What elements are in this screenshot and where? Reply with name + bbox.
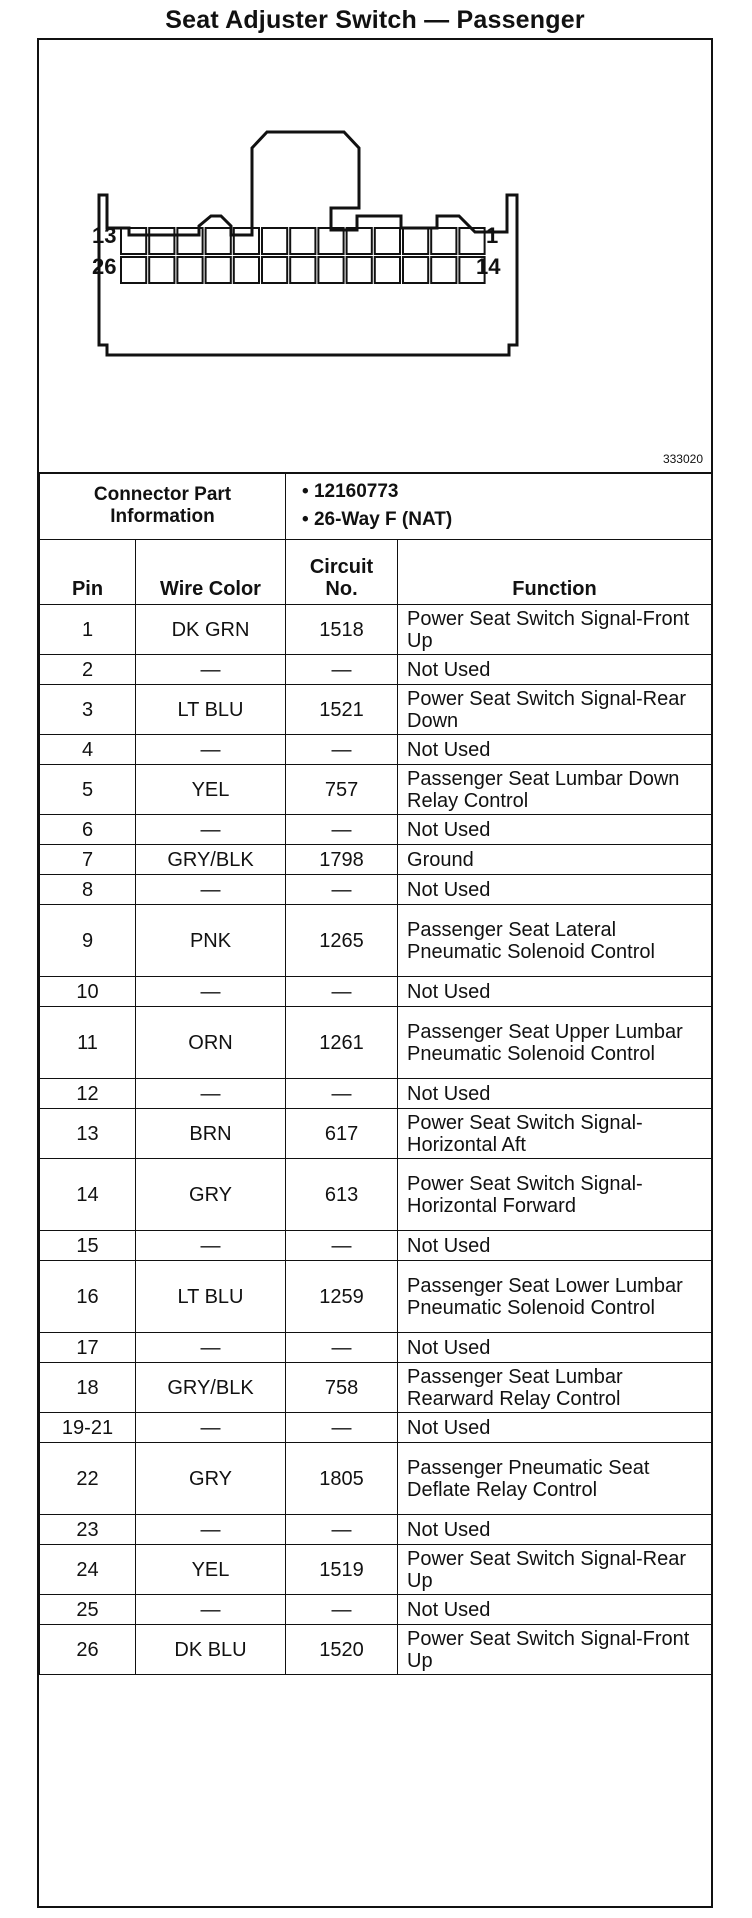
pin-cell: 16 <box>40 1261 136 1333</box>
circuit-number-cell: 613 <box>286 1159 398 1231</box>
wire-color-cell: — <box>136 1333 286 1363</box>
wire-color-cell: PNK <box>136 905 286 977</box>
table-row <box>40 655 712 685</box>
pin-cavity <box>431 257 456 283</box>
table-row <box>40 1625 712 1675</box>
function-cell: Ground <box>398 845 712 875</box>
wire-color-cell: DK GRN <box>136 605 286 655</box>
wire-color-cell: — <box>136 875 286 905</box>
table-row <box>40 875 712 905</box>
pin-label-26: 26 <box>92 254 117 279</box>
circuit-number-cell: — <box>286 1413 398 1443</box>
circuit-number-cell: — <box>286 655 398 685</box>
function-cell: Passenger Seat Upper Lumbar Pneumatic Solenoid Control <box>398 1007 712 1079</box>
pin-label-1: 1 <box>486 223 499 248</box>
function-cell: Passenger Pneumatic Seat Deflate Relay Control <box>398 1443 712 1515</box>
pin-cavity <box>121 257 146 283</box>
table-row <box>40 1231 712 1261</box>
circuit-number-cell: — <box>286 735 398 765</box>
table-row <box>40 845 712 875</box>
table-row <box>40 1595 712 1625</box>
pin-cell: 18 <box>40 1363 136 1413</box>
function-cell: Passenger Seat Lumbar Down Relay Control <box>398 765 712 815</box>
pin-cell: 15 <box>40 1231 136 1261</box>
table-row <box>40 1159 712 1231</box>
connector-outline-drawing <box>39 40 711 472</box>
wire-color-cell: — <box>136 1595 286 1625</box>
page-title: Seat Adjuster Switch — Passenger <box>165 6 585 34</box>
function-cell: Passenger Seat Lumbar Rearward Relay Control <box>398 1363 712 1413</box>
wire-color-cell: LT BLU <box>136 1261 286 1333</box>
wire-color-cell: GRY <box>136 1159 286 1231</box>
circuit-number-cell: — <box>286 815 398 845</box>
table-row <box>40 735 712 765</box>
wire-color-cell: LT BLU <box>136 685 286 735</box>
pin-cell: 25 <box>40 1595 136 1625</box>
circuit-number-cell: 1520 <box>286 1625 398 1675</box>
function-cell: Not Used <box>398 1079 712 1109</box>
function-cell: Not Used <box>398 1231 712 1261</box>
circuit-number-cell: 617 <box>286 1109 398 1159</box>
pin-cell: 10 <box>40 977 136 1007</box>
pin-label-14: 14 <box>476 254 501 279</box>
pin-cell: 24 <box>40 1545 136 1595</box>
circuit-number-cell: — <box>286 1333 398 1363</box>
circuit-number-cell: — <box>286 1079 398 1109</box>
function-cell: Not Used <box>398 735 712 765</box>
table-row <box>40 685 712 735</box>
pin-cavity <box>403 228 428 254</box>
pin-cell: 13 <box>40 1109 136 1159</box>
circuit-number-cell: 1259 <box>286 1261 398 1333</box>
function-cell: Passenger Seat Lower Lumbar Pneumatic Solenoid Control <box>398 1261 712 1333</box>
pin-cavity <box>290 228 315 254</box>
function-cell: Not Used <box>398 1595 712 1625</box>
wire-color-cell: DK BLU <box>136 1625 286 1675</box>
pin-cavity <box>234 257 259 283</box>
circuit-number-cell: — <box>286 977 398 1007</box>
pin-cell: 22 <box>40 1443 136 1515</box>
circuit-number-cell: 1265 <box>286 905 398 977</box>
function-cell: Power Seat Switch Signal-Front Up <box>398 605 712 655</box>
connector-type: • 26-Way F (NAT) <box>302 509 453 530</box>
wire-color-cell: YEL <box>136 1545 286 1595</box>
table-row <box>40 905 712 977</box>
circuit-number-cell: 1798 <box>286 845 398 875</box>
wire-color-cell: — <box>136 1413 286 1443</box>
wire-color-cell: ORN <box>136 1007 286 1079</box>
pin-cavity <box>375 257 400 283</box>
pin-cell: 6 <box>40 815 136 845</box>
table-row <box>40 1079 712 1109</box>
circuit-number-cell: 1805 <box>286 1443 398 1515</box>
circuit-number-cell: — <box>286 1515 398 1545</box>
table-row <box>40 1413 712 1443</box>
connector-housing-outline <box>99 132 517 355</box>
table-row <box>40 977 712 1007</box>
wire-color-cell: — <box>136 655 286 685</box>
function-cell: Power Seat Switch Signal-Rear Down <box>398 685 712 735</box>
wire-color-cell: YEL <box>136 765 286 815</box>
table-row <box>40 1261 712 1333</box>
pin-cavity <box>206 228 231 254</box>
pin-cell: 11 <box>40 1007 136 1079</box>
wire-color-cell: GRY/BLK <box>136 845 286 875</box>
circuit-number-cell: 1261 <box>286 1007 398 1079</box>
pin-cavity <box>234 228 259 254</box>
pin-cell: 8 <box>40 875 136 905</box>
table-row <box>40 765 712 815</box>
pin-cavity <box>431 228 456 254</box>
pin-cavity <box>375 228 400 254</box>
function-cell: Not Used <box>398 875 712 905</box>
connector-diagram <box>39 40 711 474</box>
table-row <box>40 1443 712 1515</box>
circuit-number-cell: — <box>286 875 398 905</box>
table-header-row <box>40 540 712 605</box>
pin-cavity <box>121 228 146 254</box>
wire-color-cell: GRY/BLK <box>136 1363 286 1413</box>
header-wire-color: Wire Color <box>136 540 286 605</box>
pin-cell: 4 <box>40 735 136 765</box>
pin-cell: 1 <box>40 605 136 655</box>
wire-color-cell: — <box>136 1515 286 1545</box>
header-circuit-no: Circuit No. <box>286 540 398 605</box>
wire-color-cell: — <box>136 1231 286 1261</box>
pinout-rows <box>40 605 712 1675</box>
circuit-number-cell: 1521 <box>286 685 398 735</box>
wire-color-cell: — <box>136 977 286 1007</box>
circuit-number-cell: 1518 <box>286 605 398 655</box>
pin-cavity <box>290 257 315 283</box>
pin-cavity <box>262 228 287 254</box>
wire-color-cell: GRY <box>136 1443 286 1515</box>
table-row <box>40 1515 712 1545</box>
pin-cavity <box>347 228 372 254</box>
pin-cavity <box>318 228 343 254</box>
table-row <box>40 605 712 655</box>
function-cell: Power Seat Switch Signal-Rear Up <box>398 1545 712 1595</box>
connector-sheet <box>37 38 713 1908</box>
pin-cell: 19-21 <box>40 1413 136 1443</box>
function-cell: Power Seat Switch Signal-Horizontal Forward <box>398 1159 712 1231</box>
circuit-number-cell: 757 <box>286 765 398 815</box>
function-cell: Not Used <box>398 977 712 1007</box>
pin-label-13: 13 <box>92 223 117 248</box>
connector-info-row <box>40 473 712 540</box>
pin-cell: 23 <box>40 1515 136 1545</box>
pin-cavity <box>177 257 202 283</box>
connector-part-number: • 12160773 <box>302 481 399 502</box>
pin-cavity <box>206 257 231 283</box>
pin-cell: 12 <box>40 1079 136 1109</box>
pin-cavity <box>262 257 287 283</box>
function-cell: Passenger Seat Lateral Pneumatic Solenoid Control <box>398 905 712 977</box>
table-row <box>40 1333 712 1363</box>
circuit-number-cell: — <box>286 1595 398 1625</box>
pin-cavity <box>149 228 174 254</box>
header-pin: Pin <box>40 540 136 605</box>
table-row <box>40 1545 712 1595</box>
table-row <box>40 1007 712 1079</box>
pin-cavity <box>318 257 343 283</box>
pin-cell: 5 <box>40 765 136 815</box>
circuit-number-cell: 1519 <box>286 1545 398 1595</box>
pin-cavity <box>347 257 372 283</box>
pin-cell: 26 <box>40 1625 136 1675</box>
pin-cell: 14 <box>40 1159 136 1231</box>
pin-cell: 7 <box>40 845 136 875</box>
wire-color-cell: — <box>136 735 286 765</box>
table-row <box>40 1363 712 1413</box>
pin-cell: 9 <box>40 905 136 977</box>
header-function: Function <box>398 540 712 605</box>
function-cell: Not Used <box>398 655 712 685</box>
table-row <box>40 1109 712 1159</box>
function-cell: Power Seat Switch Signal-Front Up <box>398 1625 712 1675</box>
circuit-number-cell: 758 <box>286 1363 398 1413</box>
wire-color-cell: — <box>136 1079 286 1109</box>
table-row <box>40 815 712 845</box>
function-cell: Not Used <box>398 1413 712 1443</box>
pinout-table <box>39 472 712 1675</box>
circuit-number-cell: — <box>286 1231 398 1261</box>
pin-cell: 2 <box>40 655 136 685</box>
function-cell: Power Seat Switch Signal-Horizontal Aft <box>398 1109 712 1159</box>
pin-cavity <box>403 257 428 283</box>
connector-part-label: Connector Part Information <box>40 473 286 540</box>
wire-color-cell: — <box>136 815 286 845</box>
function-cell: Not Used <box>398 1515 712 1545</box>
connector-part-info <box>286 473 712 540</box>
pin-cell: 3 <box>40 685 136 735</box>
function-cell: Not Used <box>398 815 712 845</box>
pin-cavity <box>149 257 174 283</box>
function-cell: Not Used <box>398 1333 712 1363</box>
wire-color-cell: BRN <box>136 1109 286 1159</box>
diagram-part-number: 333020 <box>662 452 703 466</box>
pin-cell: 17 <box>40 1333 136 1363</box>
